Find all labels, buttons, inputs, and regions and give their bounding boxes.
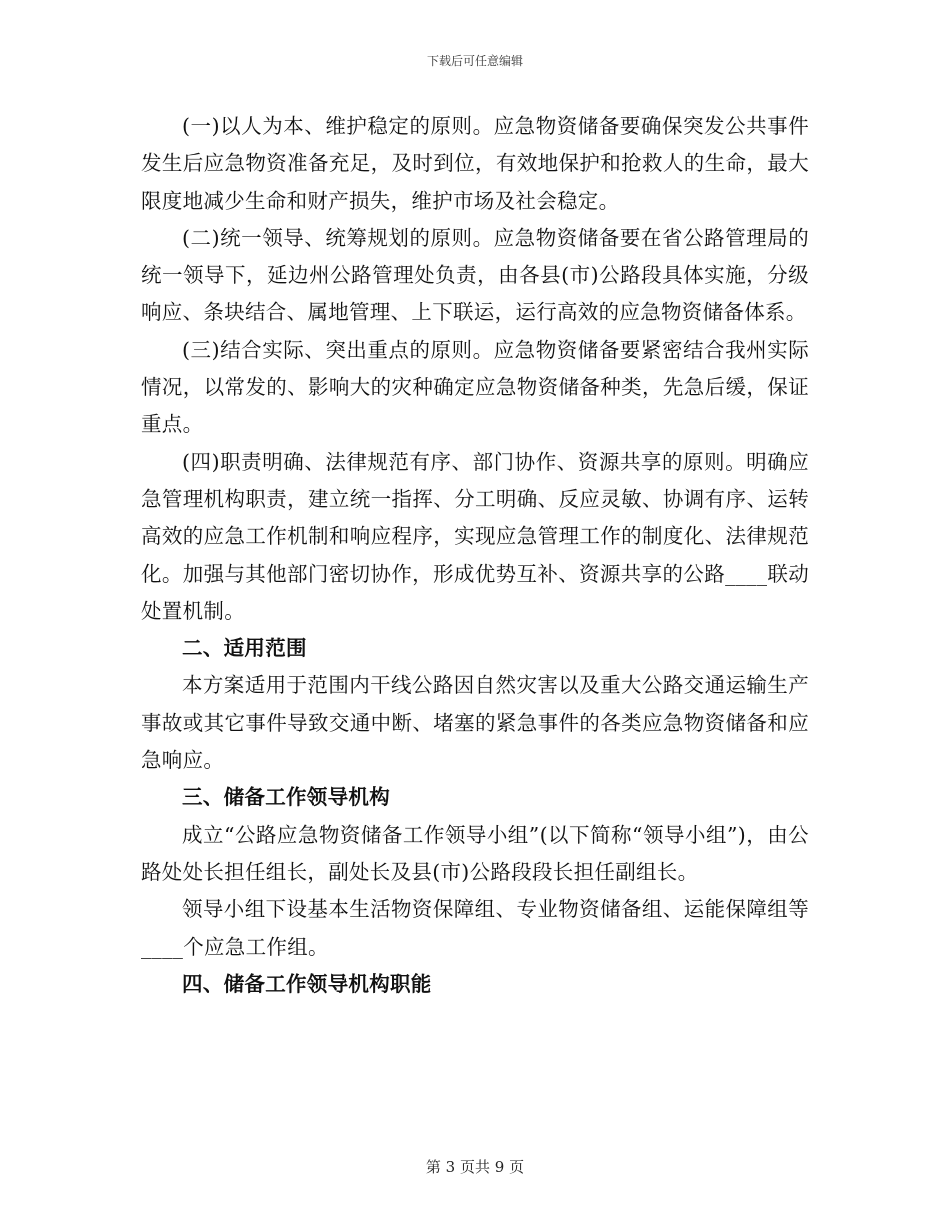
page-number: 第 3 页共 9 页: [425, 1158, 525, 1176]
section-heading-functions: 四、储备工作领导机构职能: [182, 971, 432, 996]
document-body: [141, 108, 809, 1003]
scope-paragraph: 本方案适用于范围内干线公路因自然灾害以及重大公路交通运输生产事故或其它事件导致交通中断、堵塞的紧急事件的各类应急物资储备和应急响应。: [141, 673, 809, 773]
leadership-paragraph-2: 领导小组下设基本生活物资保障组、专业物资储备组、运能保障组等____个应急工作组。: [141, 897, 809, 959]
principle-paragraph-1: (一)以人为本、维护稳定的原则。应急物资储备要确保突发公共事件发生后应急物资准备充足，及时到位，有效地保护和抢救人的生命，最大限度地减少生命和财产损失，维护市场及社会稳定。: [141, 114, 809, 213]
principle-paragraph-2: (二)统一领导、统筹规划的原则。应急物资储备要在省公路管理局的统一领导下，延边州公路管理处负责，由各县(市)公路段具体实施，分级响应、条块结合、属地管理、上下联运，运行高效的应急物资储备体系。: [141, 225, 809, 325]
principle-paragraph-4: (四)职责明确、法律规范有序、部门协作、资源共享的原则。明确应急管理机构职责，建立统一指挥、分工明确、反应灵敏、协调有序、运转高效的应急工作机制和响应程序，实现应急管理工作的制度化、法律规范化。加强与其他部门密切协作，形成优势互补、资源共享的公路____联动处置机制。: [141, 449, 809, 623]
page-header: 下载后可任意编辑: [426, 54, 523, 68]
leadership-paragraph-1: 成立“公路应急物资储备工作领导小组”(以下简称“领导小组”)，由公路处处长担任组长，副处长及县(市)公路段段长担任副组长。: [141, 822, 809, 884]
section-heading-leadership: 三、储备工作领导机构: [182, 785, 390, 810]
principle-paragraph-3: (三)结合实际、突出重点的原则。应急物资储备要紧密结合我州实际情况，以常发的、影响大的灾种确定应急物资储备种类，先急后缓，保证重点。: [141, 337, 809, 437]
section-heading-scope: 二、适用范围: [182, 636, 307, 661]
